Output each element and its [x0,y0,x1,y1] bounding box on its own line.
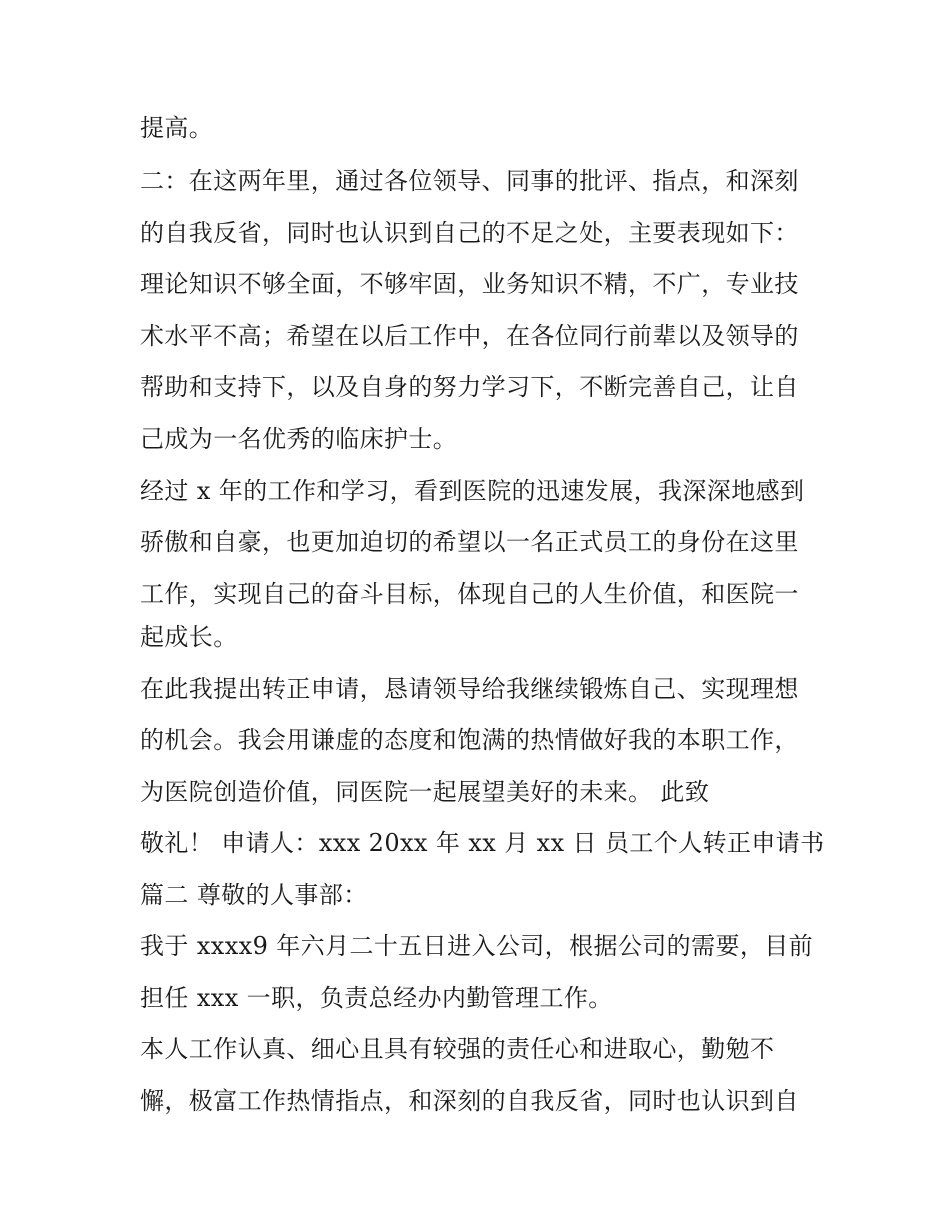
text-line: 篇二 尊敬的人事部： [140,881,368,909]
text-line: 帮助和支持下，以及自身的努力学习下，不断完善自己，让自 [140,373,799,401]
text-line: 懈，极富工作热情指点，和深刻的自我反省，同时也认识到自 [140,1087,799,1115]
text-line: 提高。 [140,114,214,142]
text-line: 骄傲和自豪，也更加迫切的希望以一名正式员工的身份在这里 [140,528,799,556]
text-line: 为医院创造价值，同医院一起展望美好的未来。 此致 [140,778,710,806]
text-line: 二：在这两年里，通过各位领导、同事的批评、指点，和深刻 [140,167,799,195]
text-line: 术水平不高；希望在以后工作中，在各位同行前辈以及领导的 [140,322,799,350]
text-line: 经过 x 年的工作和学习，看到医院的迅速发展，我深深地感到 [140,477,805,505]
text-line: 的自我反省，同时也认识到自己的不足之处，主要表现如下： [140,219,799,247]
text-line: 理论知识不够全面，不够牢固，业务知识不精，不广，专业技 [140,270,799,298]
text-line: 工作，实现自己的奋斗目标，体现自己的人生价值，和医院一 [140,580,799,608]
text-line: 己成为一名优秀的临床护士。 [140,425,458,453]
text-line: 担任 xxx 一职，负责总经办内勤管理工作。 [140,984,613,1012]
text-line: 本人工作认真、细心且具有较强的责任心和进取心，勤勉不 [140,1035,775,1063]
text-line: 的机会。我会用谦虚的态度和饱满的热情做好我的本职工作， [140,726,799,754]
text-line: 起成长。 [140,623,238,651]
text-line: 敬礼！ 申请人：xxx 20xx 年 xx 月 xx 日 员工个人转正申请书 [140,829,825,857]
text-line: 在此我提出转正申请，恳请领导给我继续锻炼自己、实现理想 [140,675,799,703]
text-line: 我于 xxxx9 年六月二十五日进入公司，根据公司的需要，目前 [140,932,814,960]
